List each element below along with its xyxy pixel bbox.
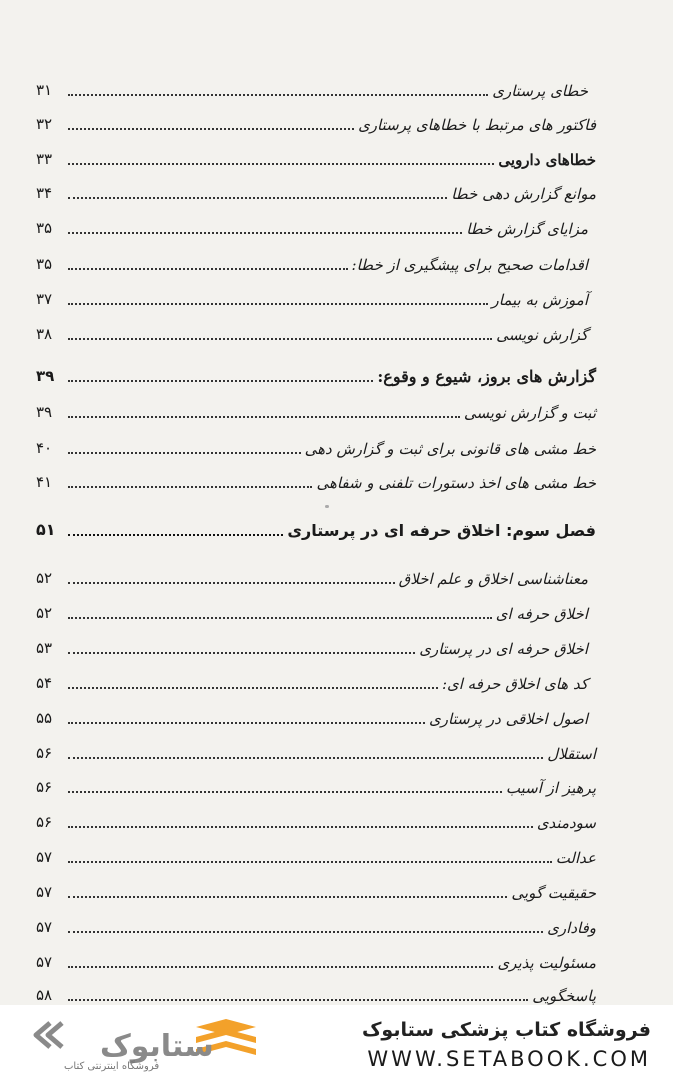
toc-page-number: ۵۴ (36, 674, 53, 692)
toc-page-number: ۳۵ (36, 219, 53, 237)
toc-title: خطای پرستاری (492, 82, 588, 100)
toc-leader (68, 380, 373, 382)
toc-entry (36, 108, 596, 134)
toc-leader (68, 931, 543, 933)
toc-leader (68, 452, 301, 454)
toc-title: خطاهای دارویی (498, 151, 596, 169)
toc-page-number: ۴۰ (36, 439, 53, 457)
toc-leader (68, 232, 462, 234)
toc-entry (36, 841, 596, 867)
toc-page-number: ۵۷ (36, 883, 53, 901)
toc-page-number: ۵۵ (36, 709, 53, 727)
toc-title: موانع گزارش دهی خطا (451, 185, 596, 203)
toc-title: اخلاق حرفه ای (495, 605, 588, 623)
toc-title: ثبت و گزارش نویسی (463, 404, 596, 422)
toc-entry (36, 360, 596, 386)
toc-entry (36, 177, 596, 203)
toc-title: عدالت (555, 849, 596, 867)
toc-leader (68, 617, 492, 619)
toc-title: اقدامات صحیح برای پیشگیری از خطا: (351, 256, 588, 274)
toc-entry (36, 318, 596, 344)
store-url[interactable]: WWW.SETABOOK.COM (367, 1047, 651, 1071)
toc-entry (36, 946, 596, 972)
toc-title: مزایای گزارش خطا (466, 220, 588, 238)
toc-title: وفاداری (547, 919, 596, 937)
toc-entry (36, 806, 596, 832)
toc-leader (68, 486, 312, 488)
toc-title: خط مشی های قانونی برای ثبت و گزارش دهی (304, 440, 596, 458)
toc-title: اخلاق حرفه ای در پرستاری (419, 640, 588, 658)
toc-page-number: ۳۱ (36, 81, 53, 99)
toc-title: حقیقیت گویی (511, 884, 596, 902)
toc-title: فاکتور های مرتبط با خطاهای پرستاری (358, 116, 596, 134)
toc-title: پرهیز از آسیب (505, 779, 596, 797)
toc-leader (68, 999, 528, 1001)
toc-title: پاسخگویی (532, 987, 596, 1005)
toc-entry (36, 466, 596, 492)
toc-page-number: ۳۸ (36, 325, 53, 343)
toc-entry (36, 212, 596, 238)
toc-title: گزارش نویسی (496, 326, 588, 344)
toc-title: کد های اخلاق حرفه ای: (441, 675, 588, 693)
toc-page-number: ۳۳ (36, 150, 53, 168)
toc-entry (36, 876, 596, 902)
toc-entry (36, 248, 596, 274)
toc-leader (68, 966, 493, 968)
toc-page-number: ۴۱ (36, 473, 53, 491)
toc-leader (68, 687, 438, 689)
toc-page-number: ۵۸ (36, 986, 53, 1004)
toc-leader (68, 757, 543, 759)
toc-leader (68, 268, 348, 270)
store-name: فروشگاه کتاب پزشکی ستابوک (361, 1019, 651, 1041)
toc-chapter-entry (36, 514, 596, 540)
toc-page-number: ۵۱ (36, 520, 56, 539)
paper-speck (325, 505, 329, 508)
toc-leader (68, 303, 488, 305)
toc-page-number: ۵۳ (36, 639, 53, 657)
chapter-title: فصل سوم: اخلاق حرفه ای در پرستاری (287, 521, 596, 540)
toc-leader (68, 338, 492, 340)
toc-entry (36, 432, 596, 458)
toc-leader (68, 197, 447, 199)
toc-title: مسئولیت پذیری (497, 954, 596, 972)
toc-page-number: ۳۹ (36, 403, 53, 421)
toc-page-number: ۳۴ (36, 184, 53, 202)
toc-entry-cut (36, 979, 596, 1005)
toc-leader (68, 861, 552, 863)
toc-leader (68, 94, 488, 96)
toc-page-number: ۵۲ (36, 569, 53, 587)
toc-leader (68, 163, 494, 165)
toc-page-number: ۵۷ (36, 918, 53, 936)
toc-title: معناشناسی اخلاق و علم اخلاق (398, 570, 588, 588)
toc-page-number: ۵۶ (36, 744, 53, 762)
toc-leader (68, 416, 460, 418)
toc-leader (68, 534, 283, 536)
toc-page-number: ۵۷ (36, 848, 53, 866)
toc-leader (68, 826, 533, 828)
toc-title: خط مشی های اخذ دستورات تلفنی و شفاهی (316, 474, 596, 492)
toc-page-number: ۵۲ (36, 604, 53, 622)
toc-title: آموزش به بیمار (491, 291, 588, 309)
toc-leader (68, 791, 502, 793)
toc-entry (36, 143, 596, 169)
toc-leader (68, 128, 354, 130)
toc-page-number: ۵۶ (36, 778, 53, 796)
toc-leader (68, 582, 395, 584)
toc-page-number: ۳۷ (36, 290, 53, 308)
toc-entry (36, 283, 596, 309)
setabook-logo[interactable] (30, 1015, 290, 1075)
toc-title: اصول اخلاقی در پرستاری (429, 710, 588, 728)
toc-title: سودمندی (536, 814, 596, 832)
toc-leader (68, 722, 425, 724)
toc-entry (36, 597, 596, 623)
toc-page-number: ۳۲ (36, 115, 53, 133)
toc-title: استقلال (547, 745, 596, 763)
toc-entry (36, 771, 596, 797)
toc-entry (36, 667, 596, 693)
logo-wordmark: ستابوک (100, 1029, 214, 1064)
toc-entry (36, 396, 596, 422)
toc-leader (68, 652, 415, 654)
toc-entry (36, 911, 596, 937)
toc-page-number: ۵۶ (36, 813, 53, 831)
toc-page-number: ۳۵ (36, 255, 53, 273)
footer-banner (0, 1005, 673, 1079)
toc-title: گزارش های بروز، شیوع و وقوع: (377, 367, 596, 386)
toc-entry (36, 562, 596, 588)
logo-tagline: فروشگاه اینترنتی کتاب (64, 1061, 160, 1072)
toc-entry (36, 702, 596, 728)
toc-entry (36, 74, 596, 100)
toc-leader (68, 896, 507, 898)
toc-page-number: ۵۷ (36, 953, 53, 971)
toc-entry (36, 737, 596, 763)
toc-page-number: ۳۹ (36, 367, 55, 385)
toc-entry (36, 632, 596, 658)
